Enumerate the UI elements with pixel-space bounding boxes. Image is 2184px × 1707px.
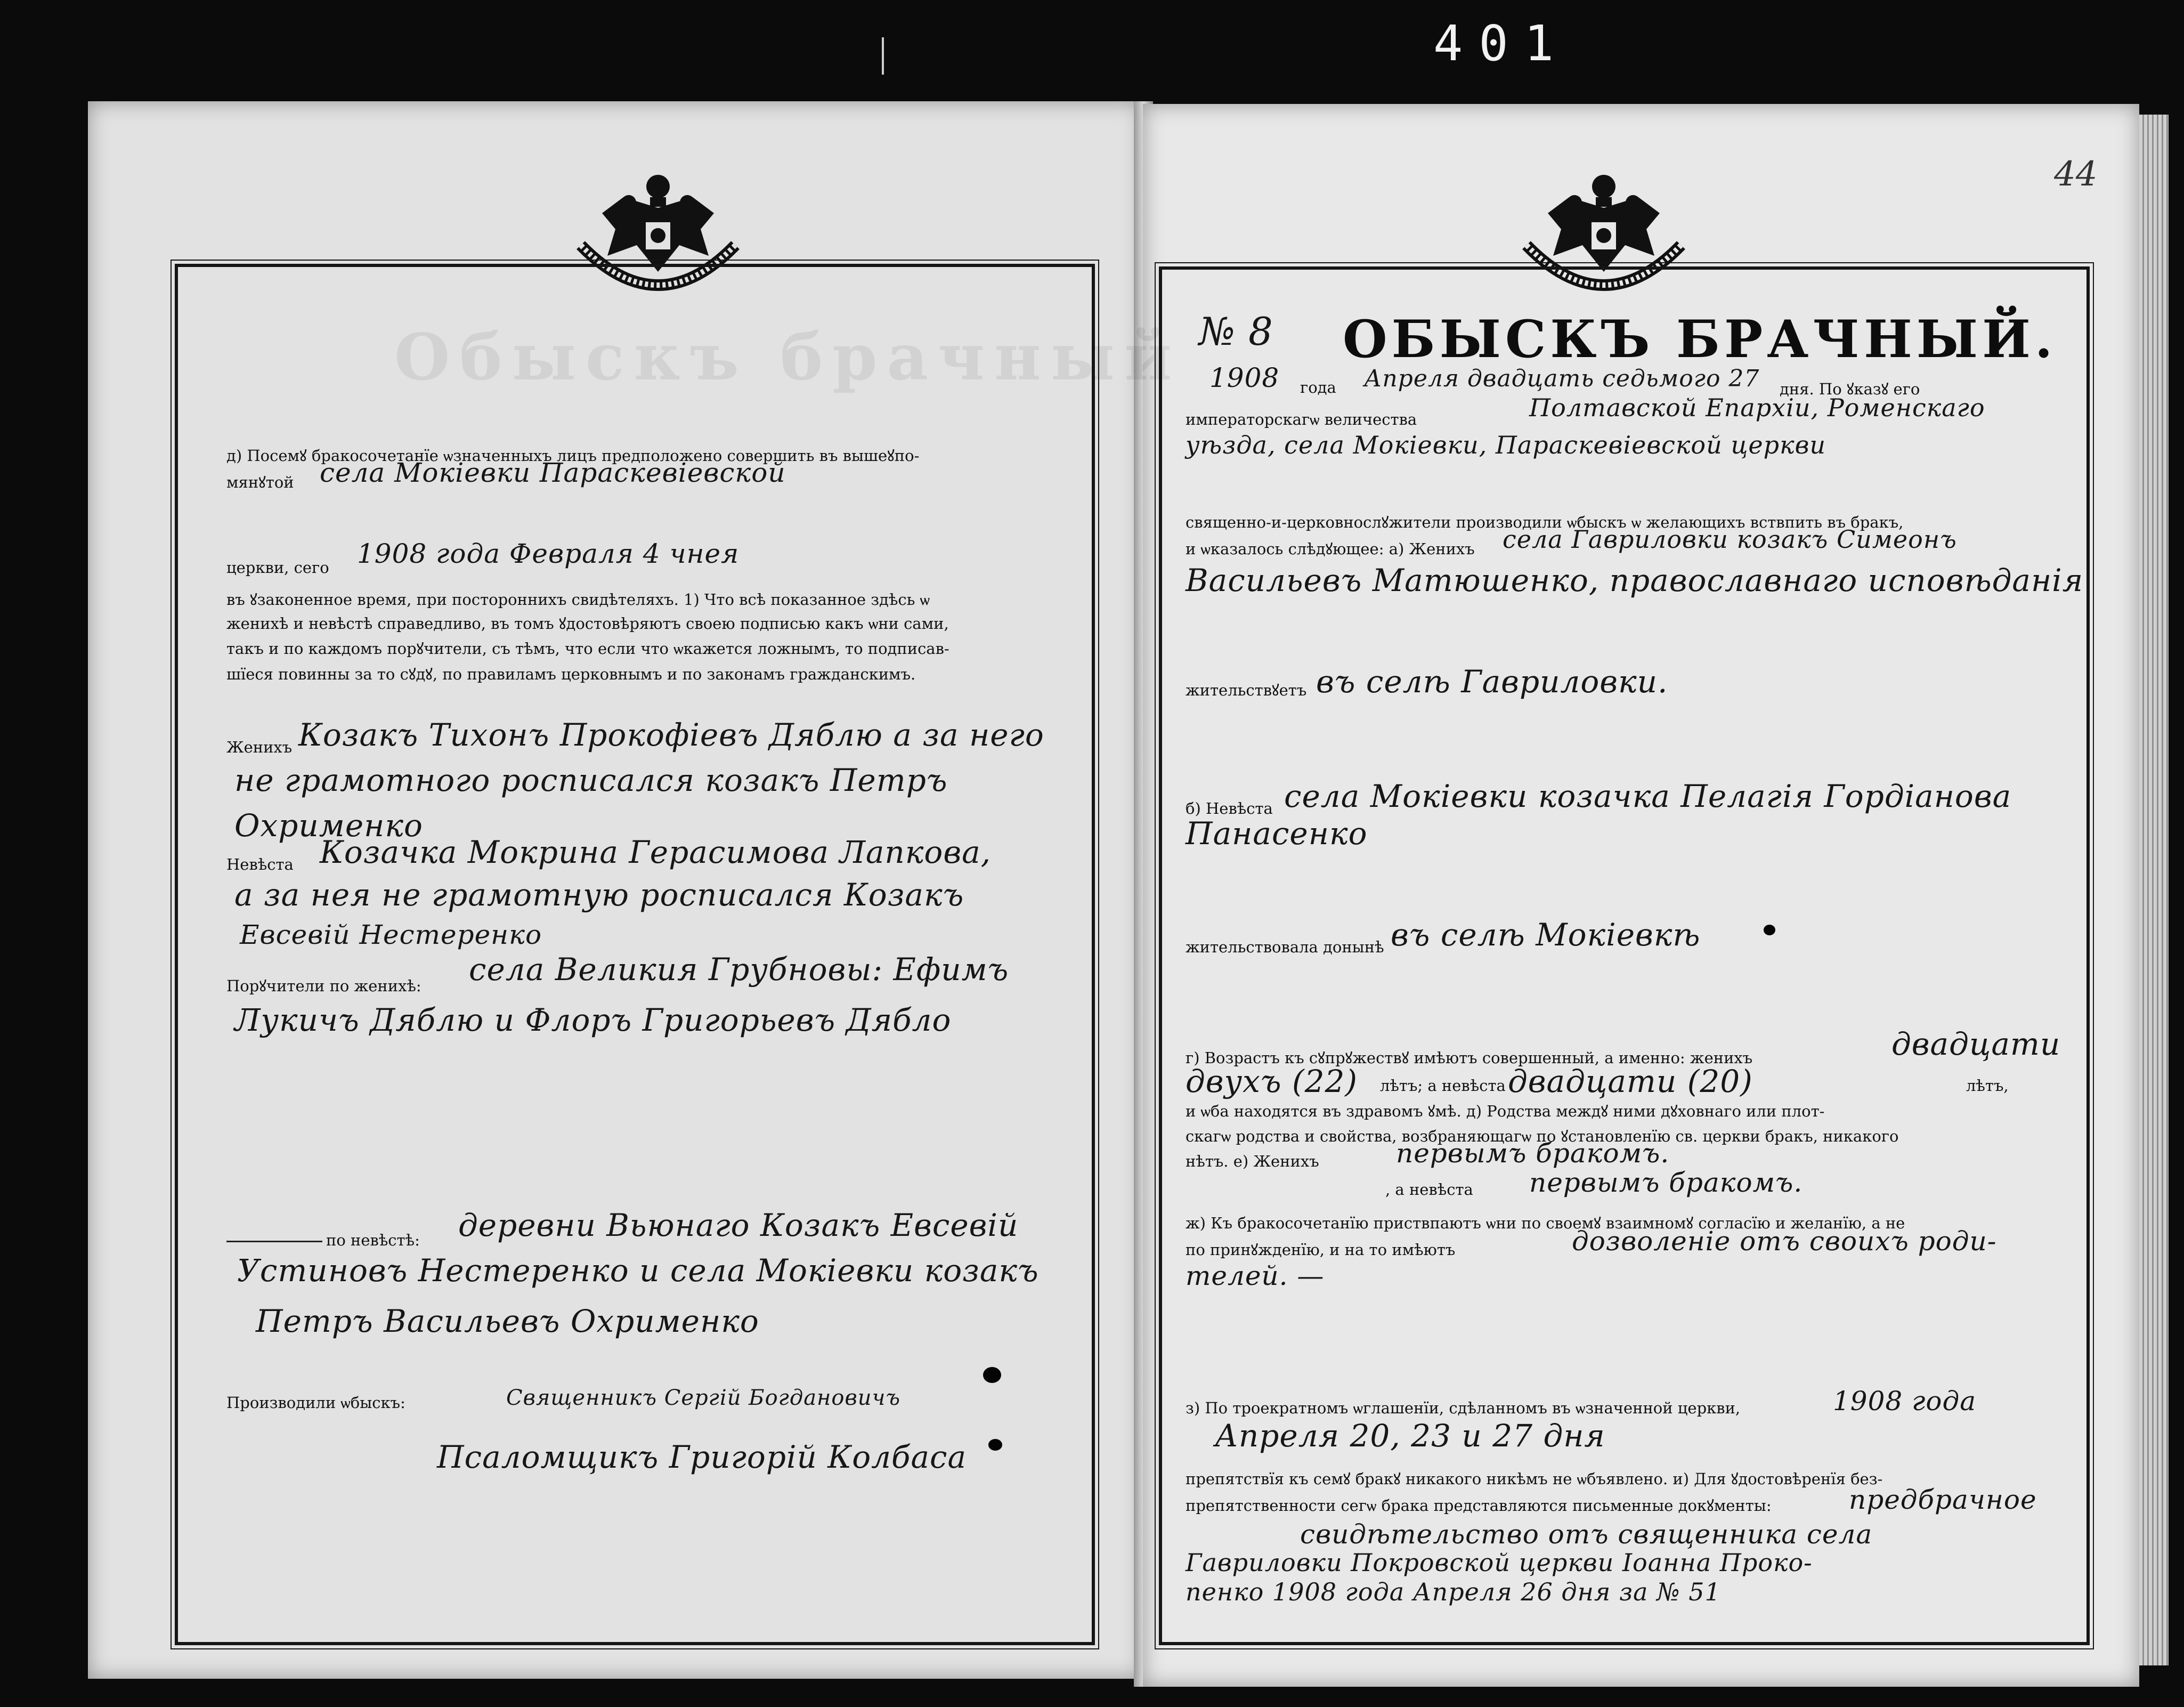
guarantors-groom-hand-1: села Великия Грубновы: Ефимъ — [469, 951, 1009, 988]
impediment-printed-2: препятственности сегѡ брака представляются письменные докꙋменты: — [1186, 1496, 1772, 1515]
banns-printed-1: з) По троекратномъ ѡглашенїи, сдѣланномъ въ ѡзначенной церкви, — [1186, 1399, 1741, 1417]
investigators-label: Производили ѡбыскъ: — [226, 1394, 405, 1412]
guarantors-bride-hand-1: деревни Вьюнаго Козакъ Евсевій — [458, 1207, 1019, 1243]
edge-tick-mark — [882, 37, 884, 75]
age-groom-hand: двадцати — [1891, 1026, 2061, 1062]
para-d-line-5: женихѣ и невѣстѣ справедливо, въ томъ ꙋдостовѣряютъ своею подписью какъ ѡни сами, — [226, 614, 949, 633]
line-5-printed: и ѡказалось слѣдꙋющее: а) Женихъ — [1186, 540, 1475, 558]
line-4-printed: священно-и-церковнослꙋжители производили ѡбыскъ ѡ желающихъ вствпить въ бракъ, — [1186, 513, 1904, 531]
groom-name-hand-1: села Гавриловки козакъ Симеонъ — [1503, 525, 1957, 554]
consent-printed-1: ж) Къ бракосочетанїю приствпаютъ ѡни по своемꙋ взаимномꙋ согласїю и желанїю, а не — [1186, 1214, 1905, 1232]
ink-blot — [983, 1367, 1001, 1383]
documents-hand-2: свидѣтельство отъ священника села — [1300, 1519, 1873, 1550]
bride-marital-hand: первымъ бракомъ. — [1529, 1167, 1803, 1198]
age-printed-2: лѣтъ; а невѣста — [1380, 1077, 1506, 1095]
groom-signature-line-3: Охрименко — [234, 807, 423, 844]
consent-hand-1: дозволеніе отъ своихъ роди- — [1572, 1226, 1997, 1257]
documents-hand-4: пенко 1908 года Апреля 26 дня за № 51 — [1186, 1577, 1721, 1606]
investigators-priest-signature: Священникъ Сергій Богдановичъ — [506, 1386, 901, 1410]
guarantors-groom-hand-2: Лукичъ Дяблю и Флоръ Григорьевъ Дябло — [234, 1002, 952, 1038]
health-printed-1: и ѡба находятся въ здравомъ ꙋмѣ. д) Родства междꙋ ними дꙋховнаго или плот- — [1186, 1102, 1825, 1120]
year-hand: 1908 — [1209, 362, 1280, 393]
line-2-printed: императорскагѡ величества — [1186, 410, 1417, 428]
guarantors-bride-hand-2: Устиновъ Нестеренко и села Мокіевки козакъ — [237, 1252, 1039, 1289]
groom-marital-hand: первымъ бракомъ. — [1396, 1138, 1670, 1169]
documents-hand-1: предбрачное — [1849, 1484, 2037, 1515]
age-printed-3: лѣтъ, — [1966, 1077, 2009, 1095]
age-printed-1: г) Возрастъ къ сꙋпрꙋжествꙋ имѣютъ совершенный, а именно: женихъ — [1186, 1049, 1753, 1067]
para-d-line-2: мянꙋтой — [226, 473, 294, 491]
para-d-church-hand: села Мокіевки Параскевіевской — [320, 457, 786, 488]
groom-label: Женихъ — [226, 738, 293, 756]
record-number: № 8 — [1199, 309, 1273, 354]
guarantors-groom-label: Порꙋчители по женихѣ: — [226, 977, 421, 995]
bride-marital-printed: , а невѣста — [1385, 1180, 1473, 1199]
age-groom-hand-2: двухъ (22) — [1186, 1063, 1358, 1099]
bride-label: б) Невѣста — [1186, 799, 1273, 818]
ink-blot — [988, 1439, 1002, 1451]
para-d-line-7: шїеся повинны за то сꙋдꙋ, по правиламъ церковнымъ и по законамъ гражданскимъ. — [226, 665, 916, 683]
consent-hand-2: телей. — — [1186, 1260, 1325, 1291]
health-printed-2: скагѡ родства и свойства, возбраняющагѡ по ꙋстановленїю св. церкви бракъ, никакого — [1186, 1127, 1899, 1145]
para-d-line-6: такъ и по каждомъ порꙋчители, съ тѣмъ, что если что ѡкажется ложнымъ, то подписав- — [226, 640, 949, 658]
groom-signature-line-2: не грамотного росписался козакъ Петръ — [234, 762, 948, 798]
bride-residence-label: жительствовала донынѣ — [1186, 938, 1384, 956]
line-3-hand: уѣзда, села Мокіевки, Параскевіевской церкви — [1186, 431, 1826, 459]
guarantors-bride-label: по невѣстѣ: — [326, 1231, 420, 1249]
documents-hand-3: Гавриловки Покровской церкви Іоанна Проко- — [1186, 1548, 1813, 1577]
investigators-psalmist-signature: Псаломщикъ Григорій Колбаса — [437, 1439, 967, 1475]
para-d-date-hand: 1908 года Февраля 4 чнея — [357, 538, 740, 569]
guarantors-bride-hand-3: Петръ Васильевъ Охрименко — [256, 1303, 759, 1339]
page-edges — [2139, 115, 2169, 1665]
bleed-through-title: Обыскъ брачный — [394, 320, 1182, 395]
bride-signature-line-3: Евсевій Нестеренко — [240, 919, 542, 950]
para-d-line-3: церкви, сего — [226, 559, 329, 577]
bride-label: Невѣста — [226, 855, 294, 873]
impediment-printed-1: препятствїя къ семꙋ бракꙋ никакого никѣмъ не ѡбъявлено. и) Для ꙋдостовѣренїя без- — [1186, 1470, 1883, 1488]
bride-signature-line-1: Козачка Мокрина Герасимова Лапкова, — [320, 834, 992, 870]
health-printed-3: нѣтъ. е) Женихъ — [1186, 1152, 1319, 1170]
groom-residence-label: жительствꙋетъ — [1186, 681, 1307, 699]
bride-name-hand-1: села Мокіевки козачка Пелагія Гордіанова — [1284, 778, 2012, 814]
bride-residence-hand: въ селѣ Мокіевкѣ — [1391, 917, 1701, 953]
groom-residence-hand: въ селѣ Гавриловки. — [1316, 664, 1668, 700]
bride-name-hand-2: Панасенко — [1186, 815, 1368, 852]
archive-folio-stamp: 401 — [1433, 15, 1570, 72]
para-d-line-4: въ ꙋзаконенное время, при постороннихъ свидѣтеляхъ. 1) Что всѣ показанное здѣсь ѡ — [226, 590, 930, 609]
line-2-hand: Полтавской Епархіи, Роменскаго — [1529, 393, 1985, 422]
page-number: 44 — [2054, 155, 2098, 194]
banns-hand-1: 1908 года — [1833, 1386, 1977, 1417]
date-hand: Апреля двадцать седьмого 27 — [1364, 365, 1760, 392]
para-d-line-1: д) Посемꙋ бракосочетанїе ѡзначенныхъ лицъ предположено совершить въ вышеꙋпо- — [226, 447, 920, 465]
groom-signature-line-1: Козакъ Тихонъ Прокофіевъ Дяблю а за него — [298, 717, 1044, 753]
document-title: ОБЫСКЪ БРАЧНЫЙ. — [1343, 309, 2057, 369]
age-bride-hand: двадцати (20) — [1508, 1063, 1753, 1099]
banns-hand-2: Апреля 20, 23 и 27 дня — [1215, 1418, 1605, 1454]
consent-printed-2: по принꙋжденїю, и на то имѣютъ — [1186, 1241, 1456, 1259]
groom-name-hand-2: Васильевъ Матюшенко, православнаго исповѣданія — [1186, 562, 2084, 598]
bride-signature-line-2: а за нея не грамотную росписался Козакъ — [234, 877, 964, 913]
line-1-printed-a: года — [1300, 378, 1336, 397]
blank-rule — [226, 1241, 322, 1242]
line-1-printed-b: дня. По ꙋказꙋ его — [1780, 380, 1920, 398]
ink-blot — [1764, 925, 1775, 935]
